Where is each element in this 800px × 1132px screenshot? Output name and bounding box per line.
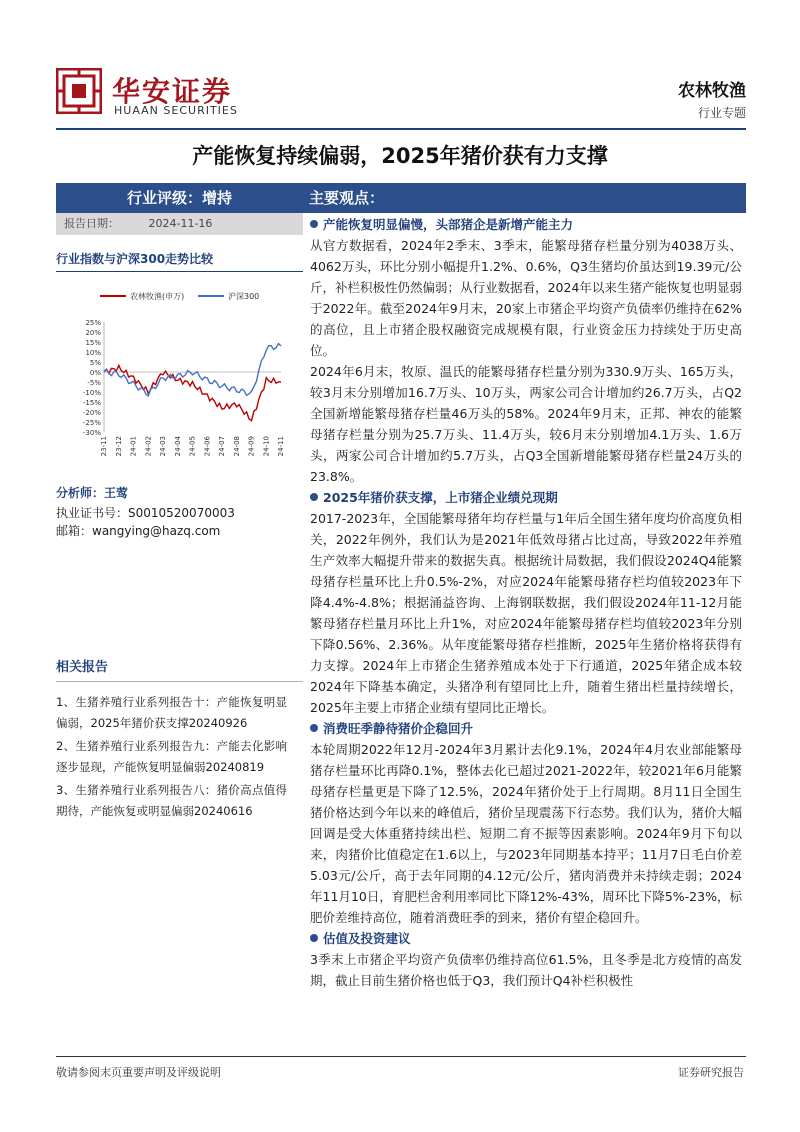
x-tick-label: 24-02 (144, 436, 153, 457)
y-tick-label: -10% (82, 389, 101, 397)
main-points (310, 214, 742, 991)
x-tick-label: 24-05 (188, 436, 197, 457)
x-tick-label: 24-09 (247, 436, 256, 457)
related-report-item[interactable]: 3、生猪养殖行业系列报告八：猪价高点值得期待，产能恢复或明显偏弱20240616 (56, 783, 287, 818)
related-report-item[interactable]: 2、生猪养殖行业系列报告九：产能去化影响逐步显现，产能恢复明显偏弱20240819 (56, 739, 287, 774)
analyst-info (56, 504, 303, 540)
chart-title: 行业指数与沪深300走势比较 (56, 250, 303, 272)
industry-rating: 行业评级：增持 (56, 183, 303, 213)
company-logo (56, 68, 306, 124)
report-type: 行业专题 (697, 106, 746, 120)
footer-divider (56, 1056, 746, 1057)
header-divider (56, 128, 746, 130)
y-tick-label: 5% (89, 359, 101, 367)
bullet-icon (310, 493, 318, 501)
y-tick-label: -30% (82, 429, 101, 437)
y-tick-label: 20% (85, 329, 101, 337)
section-paragraph: 从官方数据看，2024年2季末、3季末，能繁母猪存栏量分别为4038万头、4062万头，环比分别小幅提升1.2%、0.6%，Q3生猪均价虽达到19.39元/公斤，补栏积极性仍然偏弱；从行业数据看，2024年以来生猪产能恢复也明显弱于2022年。截至2024年9月末，20家上市猪企平均资产负债率仍维持在62%的高位，且上市猪企股权融资完成规模有限，行业资金压力持续处于历史高位。 (310, 238, 742, 358)
y-tick-label: 0% (89, 369, 101, 377)
series-line (104, 365, 281, 420)
bullet-icon (310, 220, 318, 228)
section-heading: 估值及投资建议 (310, 928, 742, 949)
huaan-logo-icon (56, 68, 102, 114)
section-paragraph: 本轮周期2022年12月-2024年3月累计去化9.1%，2024年4月农业部能繁母猪存栏量环比再降0.1%，整体去化已超过2021-2022年，较2021年6月能繁母猪存栏量更是下降了12.5%，2024年猪价处于上行周期。8月11日全国生猪价格达到今年以来的峰值后，猪价呈现震荡下行态势。我们认为，猪价大幅回调是受大体重猪持续出栏、短期二育不振等因素影响。2024年9月下旬以来，肉猪价比值稳定在1.6以上，与2023年同期基本持平；11月7日毛白价差5.03元/公斤，高于去年同期的4.12元/公斤，猪肉消费并未持续走弱；2024年11月10日，育肥栏舍利用率同比下降12%-43%，周环比下降5%-23%，标肥价差维持高位，随着消费旺季的到来，猪价有望企稳回升。 (310, 742, 742, 925)
x-tick-label: 23-11 (100, 436, 108, 457)
x-tick-label: 24-03 (159, 436, 167, 457)
footer-doc-type: 证券研究报告 (678, 1066, 744, 1079)
x-tick-label: 24-01 (129, 436, 138, 457)
section-heading: 消费旺季静待猪价企稳回升 (310, 718, 742, 739)
y-tick-label: 10% (85, 349, 101, 357)
sector-name: 农林牧渔 (678, 81, 746, 101)
chart-svg (56, 282, 303, 472)
section-paragraph: 2024年6月末，牧原、温氏的能繁母猪存栏量分别为330.9万头、165万头，较3月末分别增加16.7万头、10万头，两家公司合计增加约26.7万头，占Q2全国新增能繁母猪存栏量46万头的58%。2024年9月末，正邦、神农的能繁母猪存栏量分别为25.7万头、11.4万头，较6月末分别增加4.1万头、1.6万头，两家公司合计增加约5.7万头，占Q3全国新增能繁母猪存栏量24万头的23.8%。 (310, 364, 742, 484)
report-title: 产能恢复持续偏弱，2025年猪价获有力支撑 (192, 144, 608, 168)
x-tick-label: 24-10 (262, 436, 271, 457)
y-tick-label: -20% (82, 409, 101, 417)
related-report-item[interactable]: 1、生猪养殖行业系列报告十：产能恢复明显偏弱，2025年猪价获支撑20240926 (56, 695, 287, 730)
bullet-icon (310, 934, 318, 942)
x-tick-label: 24-11 (277, 436, 285, 457)
y-tick-label: 25% (85, 319, 101, 327)
bullet-icon (310, 724, 318, 732)
related-reports-title: 相关报告 (56, 656, 303, 682)
analyst-name: 分析师：王莺 (56, 486, 129, 500)
report-date (56, 213, 303, 235)
section-heading: 2025年猪价获支撑，上市猪企业绩兑现期 (310, 487, 742, 508)
y-tick-label: -5% (87, 379, 101, 387)
index-comparison-chart (56, 282, 303, 472)
x-tick-label: 24-08 (232, 436, 241, 457)
main-points-header: 主要观点： (303, 183, 746, 213)
y-tick-label: 15% (85, 339, 101, 347)
report-date-value: 2024-11-16 (148, 217, 213, 230)
logo-english-name: HUAAN SECURITIES (114, 104, 238, 117)
logo-chinese-name: 华安证券 (112, 75, 233, 108)
legend-label: 农林牧渔(申万) (130, 292, 185, 301)
y-tick-label: -25% (82, 419, 101, 427)
analyst-cert: 执业证书号：S0010520070003 (56, 506, 235, 520)
analyst-email: 邮箱：wangying@hazq.com (56, 524, 221, 538)
related-reports-list (56, 692, 287, 824)
section-paragraph: 2017-2023年，全国能繁母猪年均存栏量与1年后全国生猪年度均价高度负相关，2022年例外，我们认为是2021年低效母猪占比过高，导致2022年养殖生产效率大幅提升带来的数据失真。根据统计局数据，我们假设2024Q4能繁母猪存栏量环比上升0.5%-2%，对应2024年能繁母猪存栏均值较2023年下降4.4%-4.8%；根据涌益咨询、上海钢联数据，我们假设2024年11-12月能繁母猪存栏量月环比上升1%，对应2024年能繁母猪存栏均值较2023年分别下降0.56%、2.36%。从年度能繁母猪存栏推断，2025年生猪价格将获得有力支撑。2024年上市猪企生猪养殖成本处于下行通道，2025年猪企成本较2024年下降基本确定，头猪净利有望同比上升，随着生猪出栏量持续增长，2025年主要上市猪企业绩有望同比正增长。 (310, 511, 742, 715)
x-tick-label: 24-06 (203, 436, 212, 457)
section-heading: 产能恢复明显偏慢，头部猪企是新增产能主力 (310, 214, 742, 235)
footer-disclaimer[interactable]: 敬请参阅末页重要声明及评级说明 (56, 1066, 221, 1079)
series-line (104, 344, 281, 396)
x-tick-label: 23-12 (114, 436, 123, 457)
report-header (56, 62, 746, 128)
legend-label: 沪深300 (228, 292, 260, 301)
section-paragraph: 3季末上市猪企平均资产负债率仍维持高位61.5%，且冬季是北方疫情的高发期，截止目前生猪价格也低于Q3，我们预计Q4补栏积极性 (310, 952, 742, 988)
y-tick-label: -15% (82, 399, 101, 407)
report-date-label: 报告日期： (64, 217, 119, 230)
x-tick-label: 24-07 (218, 436, 226, 457)
x-tick-label: 24-04 (173, 436, 182, 457)
